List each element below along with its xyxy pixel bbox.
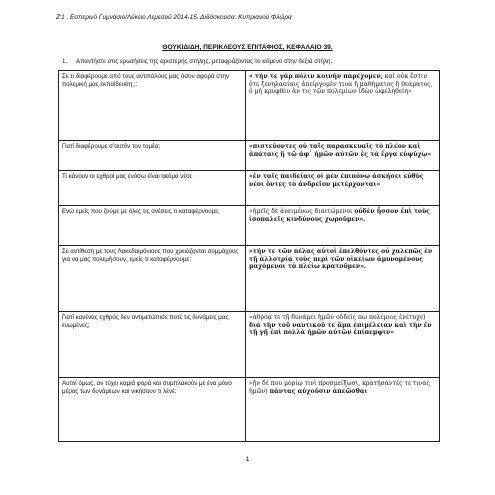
answer-cell bbox=[246, 206, 440, 246]
table-row bbox=[59, 206, 440, 246]
question-text: Ενώ εμείς που ζούμε με όλες τις ανέσεις τι καταφέρνουμε; bbox=[62, 208, 220, 215]
answer-cell bbox=[246, 71, 440, 141]
table-row bbox=[59, 378, 440, 442]
answer-cell bbox=[246, 141, 440, 171]
question-text: Σε τι διαφέρουμε από τους αντιπάλους μας όσον αφορά στην πολεμική μας εκπαίδευση;;: bbox=[62, 73, 230, 88]
question-cell bbox=[59, 171, 246, 206]
answer-bold: «πιστεύοντες οὐ ταῖς παρασκευαῖς τὸ πλέον καὶ ἀπάταις ἢ τῷ ἀφ᾽ ἡμῶν αὐτῶν ἐς τὰ ἔργα εὐψύχῳ» bbox=[249, 143, 432, 158]
answer-text: «ἤν δέ που μορίῳ τινὶ προσμείξωσι, κρατήσαντές τε τινας ἡμῶν) bbox=[249, 380, 430, 395]
table-row bbox=[59, 312, 440, 378]
question-cell bbox=[59, 246, 246, 312]
table-row bbox=[59, 246, 440, 312]
table-row bbox=[59, 171, 440, 206]
answer-tail: διὰ τὴν τοῦ ναυτικοῦ τε ἅμα ἐπιμέλειαν καὶ τὴν ἐν τῇ γῇ ἐπὶ πολλὰ ἡμῶν αὐτῶν ἐπίπεμψιν» bbox=[249, 321, 432, 337]
question-text: Γιατί κανένας εχθρός δεν αντιμετώπισε ποτέ τις δυνάμεις μας ενωμένες; bbox=[62, 314, 229, 329]
answer-cell bbox=[246, 171, 440, 206]
question-text: Γιατί διαφέρουμε σ’αυτόν τον τομέα; bbox=[62, 143, 161, 150]
question-text: Τι κάνουν οι εχθροί μας ενόσω είναι ακόμα νέοι; bbox=[62, 173, 193, 180]
page-number: 1 bbox=[245, 456, 250, 463]
table-row bbox=[59, 141, 440, 171]
question-cell bbox=[59, 206, 246, 246]
answer-cell bbox=[246, 246, 440, 312]
answer-text: καὶ οὐκ ἔστιν ὅτε ξενηλασίαις ἀπείργομέν τινα ἢ μαθήματος ἢ θεάματος, ὃ μὴ κρυφθὲν ἄν τις τῶν πολεμίων ἰδὼν ὠφεληθείη» bbox=[249, 73, 433, 96]
question-text: Σε αντίθεση με τους Λακεδαιμόνιους που χρειάζονται συμμάχους για να μας πολεμήσουν, εμείς τι καταφέρνουμε; bbox=[62, 248, 239, 263]
question-cell bbox=[59, 378, 246, 442]
question-cell bbox=[59, 71, 246, 141]
document-title: ΘΟΥΚΙΔΙΔΗ, ΠΕΡΙΚΛΕΟΥΣ ΕΠΙΤΑΦΙΟΣ, ΚΕΦΑΛΑΙΟ 39. bbox=[162, 44, 333, 51]
question-cell bbox=[59, 312, 246, 378]
question-cell bbox=[59, 141, 246, 171]
answer-bold: «ἐν ταῖς παιδείαις οἱ μὲν ἐπιπόνῳ ἀσκήσει εὐθὺς νέοι ὄντες τὸ ἀνδρεῖον μετέρχονται» bbox=[249, 173, 424, 188]
question-text: Αυτοί όμως, αν τύχει καμιά φορά και συμπλακούν με ένα μόνο μέρος των δυνάμεων και νικήσουν τι λένε; bbox=[62, 380, 232, 395]
page-header: Ζ'1 , Εσπερινό Γυμνάσιο/Λύκειο Λεμεσού 2014-15. Διδάσκουσα: Κυπριανού Φλώρα bbox=[56, 14, 292, 21]
instruction-text: Απαντήστε στις ερωτήσεις της αριστερής στήλης, μεταφράζοντας το κείμενο στην δεξιά στήλη. bbox=[76, 58, 333, 65]
instruction-number: 1. bbox=[62, 58, 68, 65]
answer-tail: οὐδὲν ἧσσον ἐπὶ τοὺς ἰσοπαλεῖς κινδύνους χωροῦμεν». bbox=[249, 208, 430, 223]
question-answer-table bbox=[58, 70, 440, 442]
answer-tail: πάντας αὐχοῦσιν ἀπεῶσθαι bbox=[269, 387, 368, 395]
answer-text: «ἡμεῖς δὲ ἀνειμένως διαιτώμενοι bbox=[249, 208, 355, 215]
answer-cell bbox=[246, 378, 440, 442]
instruction bbox=[62, 58, 442, 65]
answer-bold: « τήν τε γάρ πόλιν κοινὴν παρέχομεν, bbox=[249, 73, 383, 80]
answer-cell bbox=[246, 312, 440, 378]
table-row bbox=[59, 71, 440, 141]
answer-bold: «τήν τε τῶν πέλας αὐτοὶ ἐπελθόντες οὐ χαλεπῶς ἐν τῇ ἀλλοτρίᾳ τοὺς περὶ τῶν οἰκείων ἀμυνομένους μαχόμενοι τὰ πλείω κρατοῦμεν». bbox=[249, 248, 433, 271]
answer-text: «ἁθρόᾳ τε τῇ δυνάμει ἡμῶν οὐδείς πω πολέμιος ἐνέτυχε) bbox=[249, 314, 426, 321]
